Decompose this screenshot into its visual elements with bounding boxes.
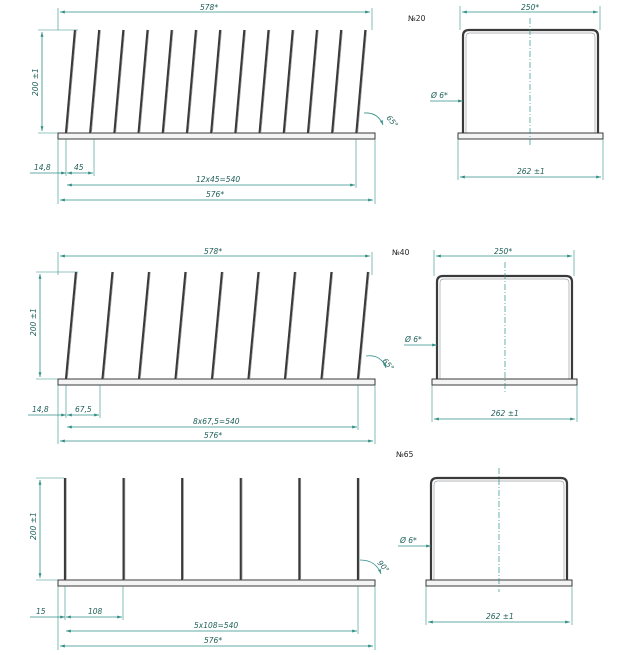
label-base-length-3: 576* (204, 636, 223, 645)
rod (139, 272, 149, 379)
label-overall-width-2: 578* (204, 247, 223, 256)
label-side-base-2: 262 ±1 (491, 409, 519, 418)
rod (356, 30, 365, 133)
rod-highlight (309, 30, 318, 133)
label-pitch-total-3: 5x108=540 (194, 621, 239, 630)
label-overall-width-1: 578* (200, 3, 219, 12)
front-rods-1 (66, 30, 367, 133)
rod (114, 30, 123, 133)
rod-highlight (334, 30, 343, 133)
label-pitch-total-1: 12x45=540 (196, 175, 241, 184)
front-rods-2 (66, 272, 369, 379)
view-title-2: №40 (392, 248, 410, 257)
side-frame-rod-inner-1 (466, 33, 595, 133)
rod-highlight (116, 30, 125, 133)
rod (139, 30, 148, 133)
label-rod-diameter-3: Ø 6* (400, 536, 417, 545)
label-rod-diameter-1: Ø 6* (431, 91, 448, 100)
side-view-2 (404, 247, 577, 422)
view-3 (29, 450, 572, 650)
rod-highlight (67, 30, 76, 133)
front-base-1 (58, 133, 375, 139)
side-frame-rod-2 (437, 276, 572, 379)
front-base-3 (58, 580, 375, 586)
rod-highlight (213, 30, 222, 133)
side-view-1 (430, 3, 603, 180)
rod (285, 272, 295, 379)
label-angle-2: 65° (380, 356, 396, 373)
rod (163, 30, 172, 133)
angle-arc-1 (364, 113, 383, 125)
rod (66, 30, 75, 133)
view-1 (30, 3, 603, 204)
rod-highlight (358, 30, 367, 133)
front-rods-3 (65, 478, 359, 580)
rod (235, 30, 244, 133)
rod (66, 272, 76, 379)
label-height-2: 200 ±1 (29, 308, 38, 336)
rod (358, 272, 368, 379)
rod (187, 30, 196, 133)
label-height-3: 200 ±1 (29, 512, 38, 540)
rod (308, 30, 317, 133)
front-base-2 (58, 379, 375, 385)
rod-highlight (104, 272, 114, 379)
label-pitch-1: 45 (74, 163, 84, 172)
rod-highlight (164, 30, 173, 133)
view-title-3: №65 (396, 450, 414, 459)
label-offset-2: 14,8 (32, 405, 49, 414)
side-frame-rod-1 (463, 30, 598, 133)
rod-highlight (285, 30, 294, 133)
label-side-base-1: 262 ±1 (517, 167, 545, 176)
rod-highlight (250, 272, 260, 379)
label-side-width-2: 250* (494, 247, 513, 256)
rod-highlight (67, 272, 77, 379)
rod (249, 272, 259, 379)
rod-highlight (237, 30, 246, 133)
rod-highlight (286, 272, 296, 379)
side-frame-rod-inner-2 (440, 279, 569, 379)
label-rod-diameter-2: Ø 6* (405, 335, 422, 344)
rod-highlight (140, 30, 149, 133)
rod-highlight (188, 30, 197, 133)
label-height-1: 200 ±1 (31, 68, 40, 96)
side-view-3 (398, 468, 572, 625)
label-offset-1: 14,8 (34, 163, 51, 172)
label-side-base-3: 262 ±1 (486, 612, 514, 621)
label-offset-3: 15 (36, 607, 46, 616)
rod (176, 272, 186, 379)
side-base-1 (458, 133, 603, 139)
view-title-1: №20 (408, 14, 426, 23)
rod-highlight (213, 272, 223, 379)
rod (103, 272, 113, 379)
label-pitch-total-2: 8x67,5=540 (193, 417, 240, 426)
rod (90, 30, 99, 133)
side-base-2 (432, 379, 577, 385)
rod (322, 272, 332, 379)
rod (284, 30, 293, 133)
rod (211, 30, 220, 133)
label-pitch-2: 67,5 (75, 405, 92, 414)
rod (332, 30, 341, 133)
label-angle-1: 65° (384, 113, 400, 130)
rod (212, 272, 222, 379)
view-2 (28, 247, 577, 444)
rod-highlight (92, 30, 101, 133)
label-side-width-1: 250* (521, 3, 540, 12)
rod-highlight (359, 272, 369, 379)
label-pitch-3: 108 (88, 607, 103, 616)
rod-highlight (140, 272, 150, 379)
rod-highlight (177, 272, 187, 379)
label-angle-3: 90° (375, 558, 391, 575)
label-base-length-1: 576* (206, 190, 225, 199)
rod-highlight (261, 30, 270, 133)
rod (260, 30, 269, 133)
rod-highlight (323, 272, 333, 379)
label-base-length-2: 576* (204, 431, 223, 440)
